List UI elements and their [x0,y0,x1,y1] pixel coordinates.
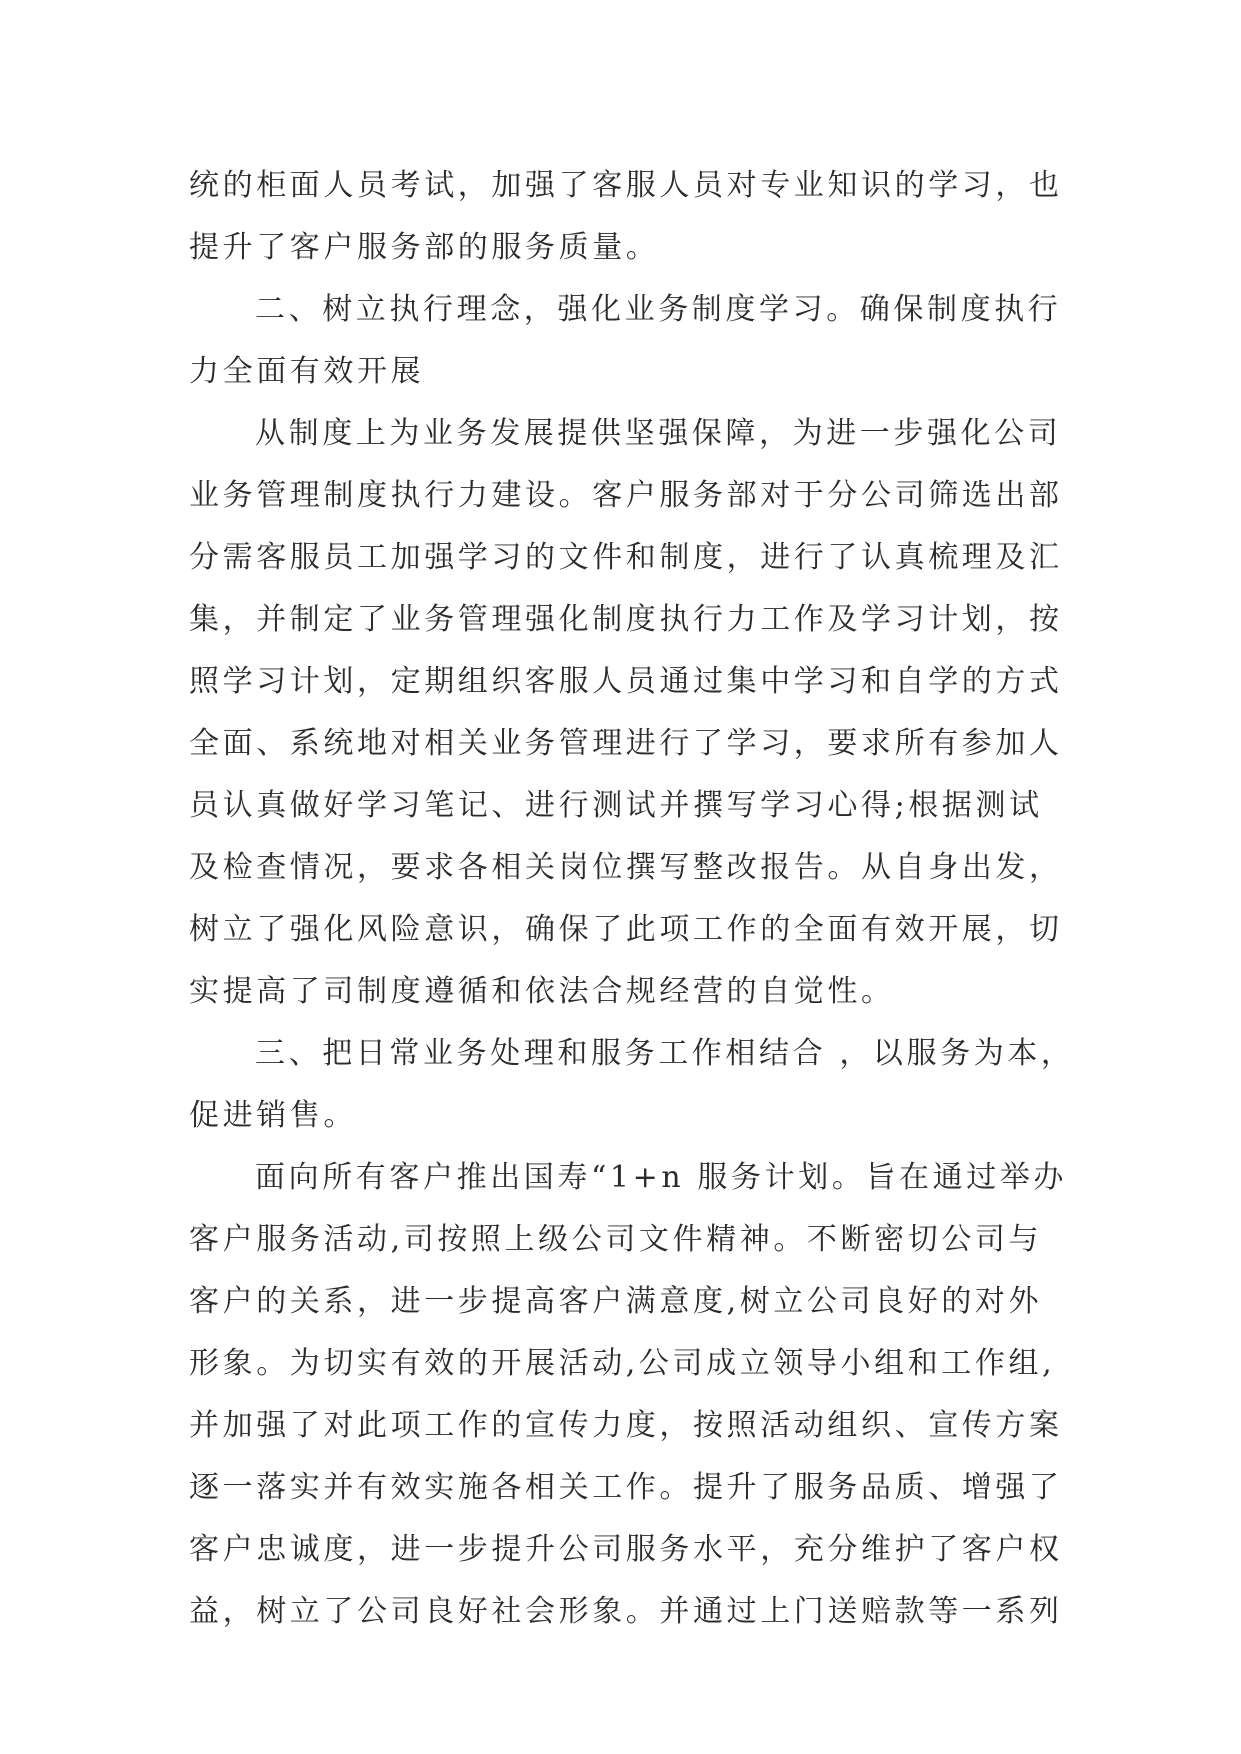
text-line: 益，树立了公司良好社会形象。并通过上门送赔款等一系列 [189,1594,1063,1629]
text-line: 业务管理制度执行力建设。客户服务部对于分公司筛选出部 [189,478,1063,513]
text-line: 客户服务活动,司按照上级公司文件精神。不断密切公司与 [189,1222,1043,1257]
section-heading-3: 三、把日常业务处理和服务工作相结合 ，以服务为本， [255,1036,1075,1071]
text-line: 分需客服员工加强学习的文件和制度，进行了认真梳理及汇 [189,540,1063,575]
text-line: 客户的关系，进一步提高客户满意度,树立公司良好的对外 [189,1284,1043,1319]
text-line: 逐一落实并有效实施各相关工作。提升了服务品质、增强了 [189,1470,1063,1505]
text-line: 统的柜面人员考试，加强了客服人员对专业知识的学习，也 [189,168,1063,203]
section-heading-2: 二、树立执行理念，强化业务制度学习。确保制度执行 [255,292,1062,327]
text-line: 员认真做好学习笔记、进行测试并撰写学习心得;根据测试 [189,788,1043,823]
text-line: 全面、系统地对相关业务管理进行了学习，要求所有参加人 [189,726,1063,761]
text-line: 集，并制定了业务管理强化制度执行力工作及学习计划，按 [189,602,1063,637]
text-line: 提升了客户服务部的服务质量。 [189,230,660,265]
text-line: 客户忠诚度，进一步提升公司服务水平，充分维护了客户权 [189,1532,1063,1567]
text-line: 力全面有效开展 [189,354,425,389]
text-line: 及检查情况，要求各相关岗位撰写整改报告。从自身出发， [189,850,1063,885]
paragraph-start: 面向所有客户推出国寿“1+n 服务计划。旨在通过举办 [255,1160,1068,1195]
text-line: 实提高了司制度遵循和依法合规经营的自觉性。 [189,974,895,1009]
paragraph-start: 从制度上为业务发展提供坚强保障，为进一步强化公司 [255,416,1062,451]
text-line: 并加强了对此项工作的宣传力度，按照活动组织、宣传方案 [189,1408,1063,1443]
body-text [189,155,1075,1643]
text-line: 形象。为切实有效的开展活动,公司成立领导小组和工作组, [189,1346,1056,1381]
text-line: 树立了强化风险意识，确保了此项工作的全面有效开展，切 [189,912,1063,947]
text-line: 照学习计划，定期组织客服人员通过集中学习和自学的方式 [189,664,1063,699]
text-line: 促进销售。 [189,1098,357,1133]
